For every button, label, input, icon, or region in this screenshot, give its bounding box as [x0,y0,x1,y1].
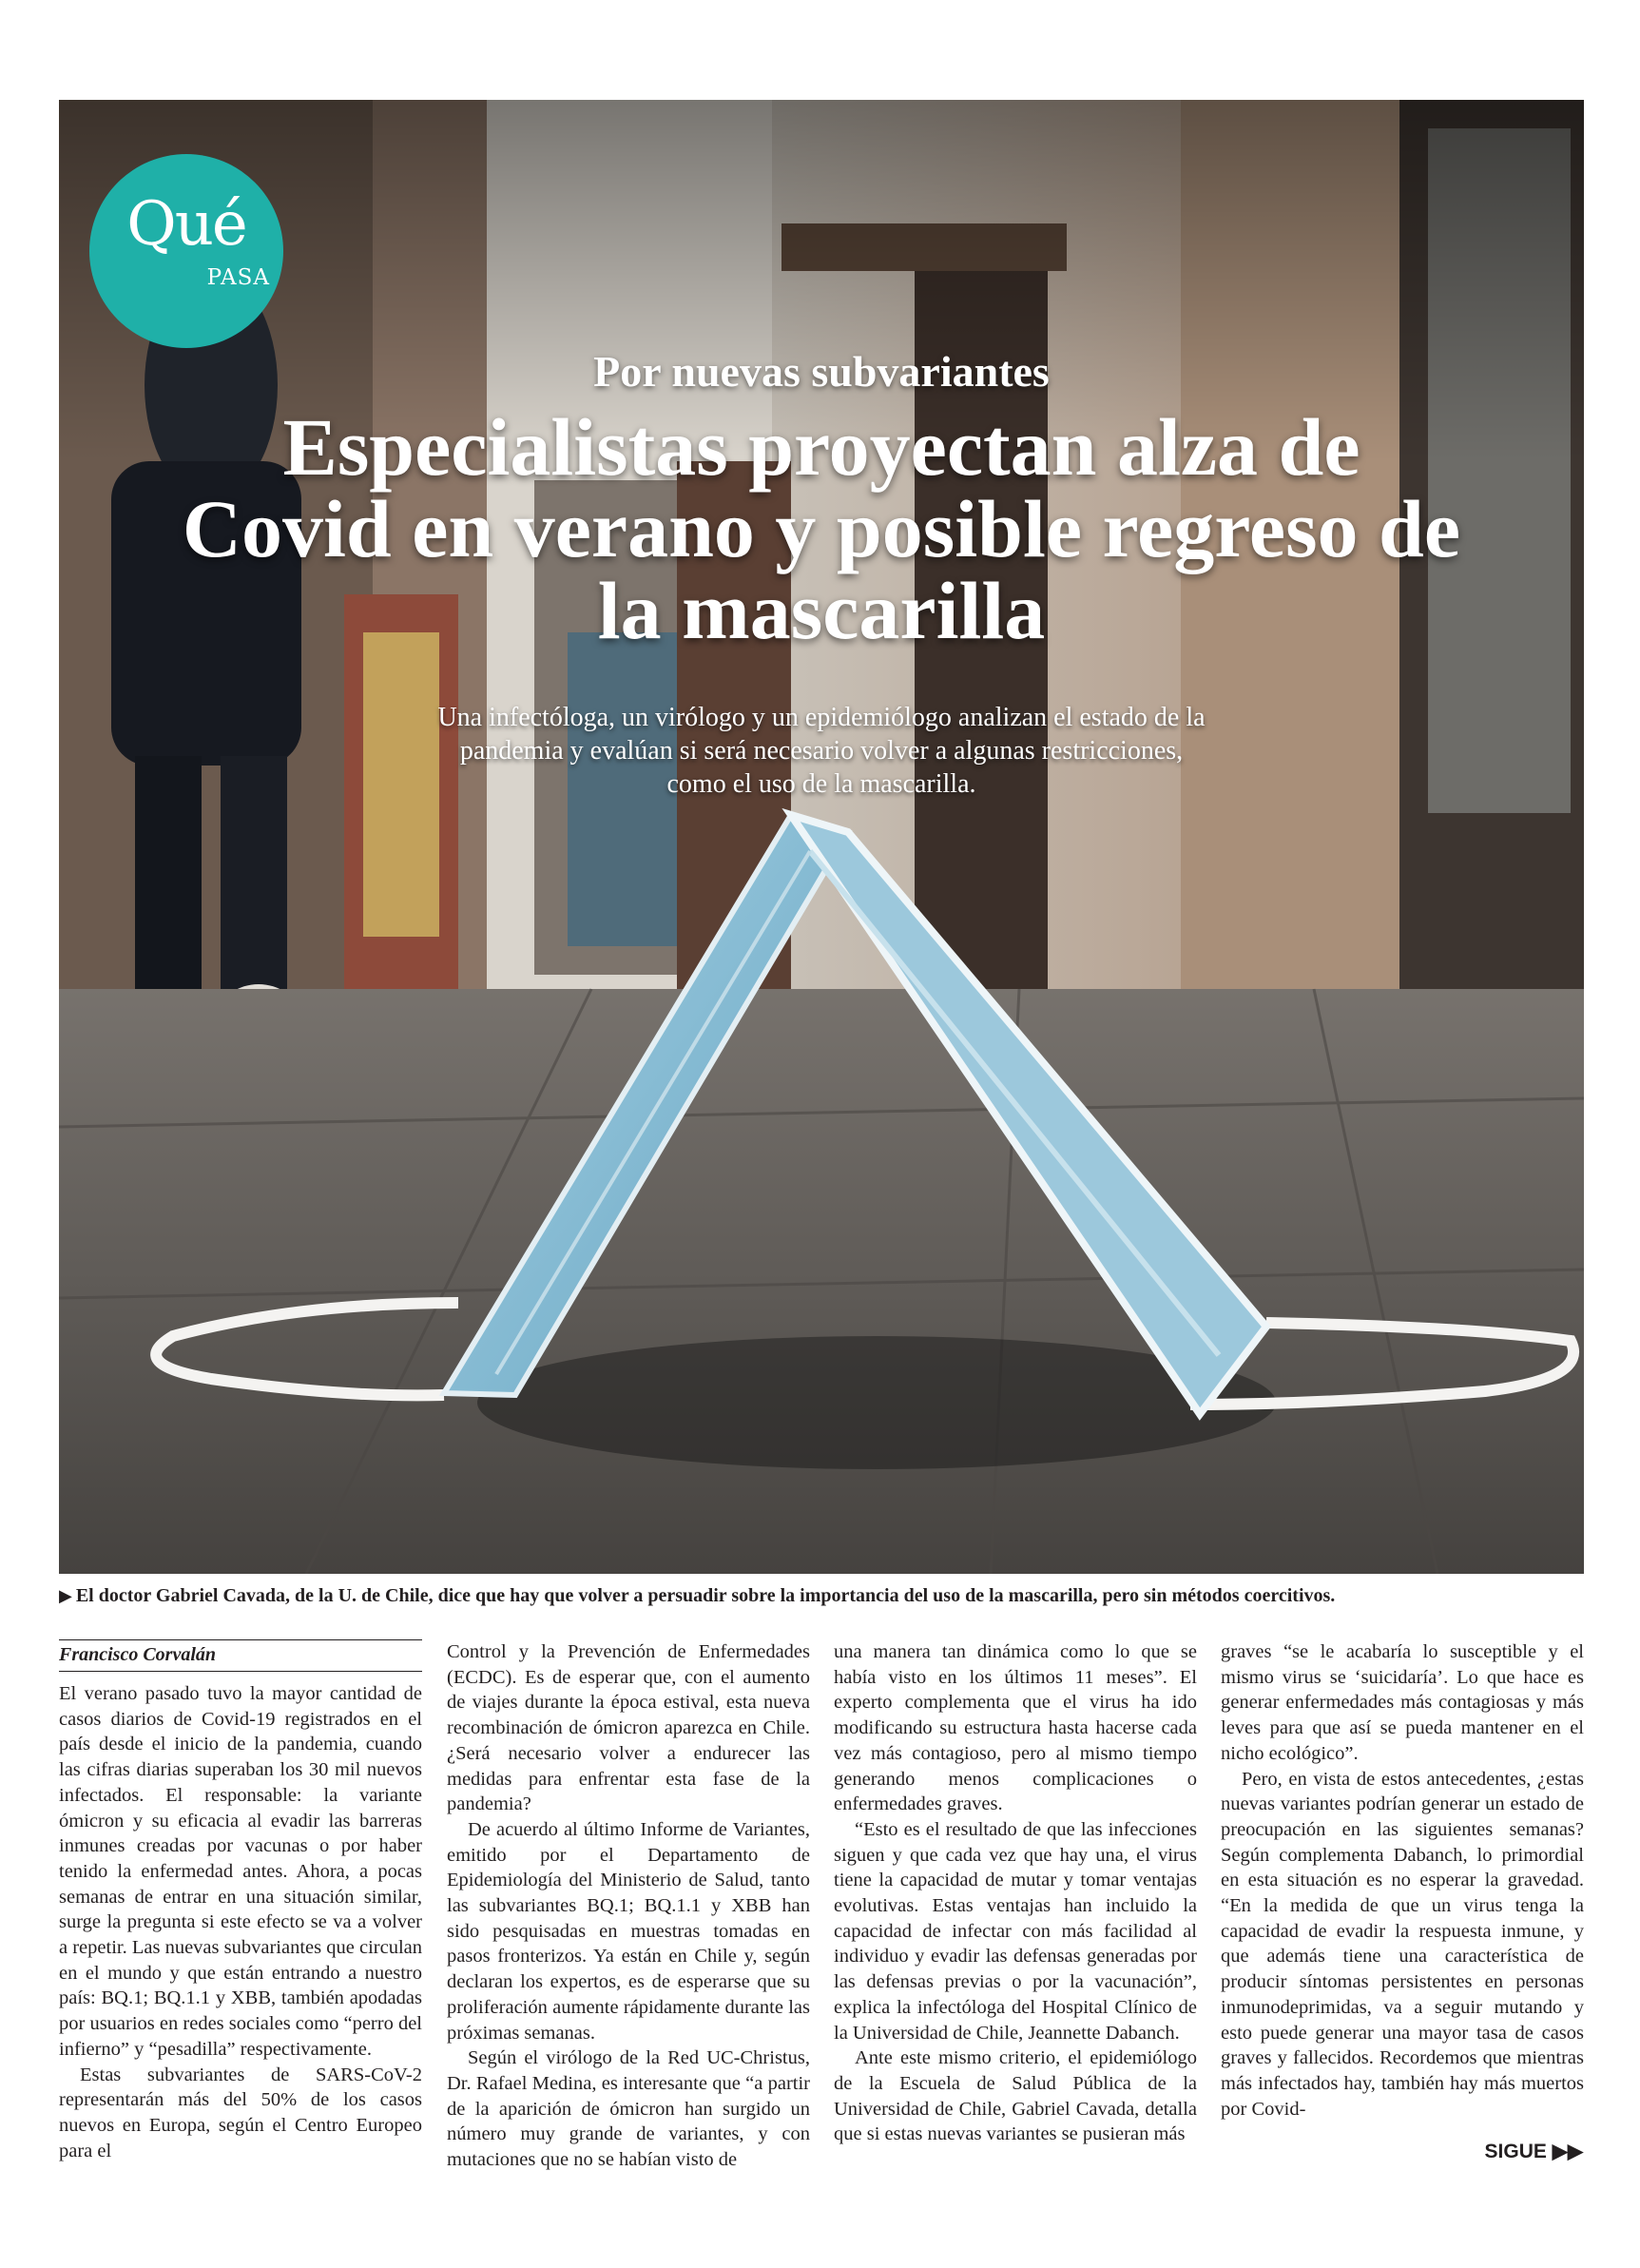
street-mask-photo [59,100,1584,1574]
paragraph: “Esto es el resultado de que las infecciones siguen y que cada vez que hay una, el virus tiene la capacidad de mutar y tomar ventajas evolutivas. Estas ventajas han incluido la capacidad de infectar con más facilidad al individuo y evadir las defensas generadas por las defensas previas o por la vacunación”, explica la infectóloga del Hospital Clínico de la Universidad de Chile, Jeannette Dabanch. [834,1818,1197,2044]
logo-pasa-text: PASA [206,265,270,290]
paragraph: De acuerdo al último Informe de Variantes, emitido por el Departamento de Epidemiología del Ministerio de Salud, tanto las subvariantes BQ.1; BQ.1.1 y XBB han sido pesquisadas en muestras tomadas en pasos fronterizos. Ya están en Chile y, según declaran los expertos, es de esperarse que su proliferación aumente rápidamente durante las próximas semanas. [447,1818,810,2044]
caption-text: El doctor Gabriel Cavada, de la U. de Chile, dice que hay que volver a persuadir sobre la importancia del uso de la mascarilla, pero sin métodos coercitivos. [75,1585,1336,1606]
paragraph: Ante este mismo criterio, el epidemiólogo de la Escuela de Salud Pública de la Universidad de Chile, Gabriel Cavada, detalla que si estas nuevas variantes se pusieran más [834,2047,1197,2145]
paragraph: una manera tan dinámica como lo que se había visto en los últimos 11 meses”. El experto complementa que el virus ha ido modificando su estructura hasta hacerse cada vez más contagioso, pero al mismo tiempo generando menos complicaciones o enfermedades graves. [834,1641,1197,1815]
article-column-4 [1221,1639,1584,2122]
caption-triangle-icon: ▶ [59,1586,72,1606]
paragraph: Según el virólogo de la Red UC-Christus, Dr. Rafael Medina, es interesante que “a partir de la aparición de ómicron han surgido un número muy grande de variantes, y con mutaciones que no se habían visto de [447,2047,810,2171]
article-column-2 [447,1639,810,2173]
que-pasa-logo [89,154,283,348]
logo-que-text: Qué [126,189,246,260]
hero-photo [59,100,1584,1574]
byline: Francisco Corvalán [59,1639,422,1672]
article-column-1 [59,1639,422,2163]
article-column-3 [834,1639,1197,2147]
paragraph: graves “se le acabaría lo susceptible y el mismo virus se ‘suicidaría’. Lo que hace es generar enfermedades más contagiosas y más leves para que así se pueda mantener en el nicho ecológico”. [1221,1641,1584,1764]
paragraph: Estas subvariantes de SARS-CoV-2 representarán más del 50% de los casos nuevos en Europa, según el Centro Europeo para el [59,2064,422,2161]
paragraph: Control y la Prevención de Enfermedades (ECDC). Es de esperar que, con el aumento de viajes durante la época estival, esta nueva recombinación de ómicron aparezca en Chile. ¿Será necesario volver a endurecer las medidas para enfrentar esta fase de la pandemia? [447,1641,810,1815]
headline: Especialistas proyectan alza de Covid en verano y posible regreso de la mascarilla [182,401,1461,656]
photo-caption [59,1583,1584,1609]
kicker: Por nuevas subvariantes [593,347,1050,396]
paragraph: Pero, en vista de estos antecedentes, ¿estas nuevas variantes podrían generar un estado de preocupación en las siguientes semanas? Según complementa Dabanch, lo primordial en esta situación es no esperar la gravedad. “En la medida de que un virus tenga la capacidad de evadir la respuesta inmune, y que además tiene una característica de producir síntomas persistentes en personas inmunodeprimidas, va a seguir mutando y esto puede generar una mayor tasa de casos graves y fallecidos. Recordemos que mientras más infectados hay, también hay más muertos por Covid- [1221,1768,1584,2120]
lede: Una infectóloga, un virólogo y un epidemiólogo analizan el estado de la pandemia y evalúan si será necesario volver a algunas restricciones, como el uso de la mascarilla. [437,703,1206,799]
continue-marker[interactable]: SIGUE ▶▶ [1484,2141,1583,2162]
paragraph: El verano pasado tuvo la mayor cantidad de casos diarios de Covid-19 registrados en el país desde el inicio de la pandemia, cuando las cifras diarias superaban los 30 mil nuevos infectados. El responsable: la variante ómicron y su eficacia al evadir las barreras inmunes creadas por vacunas o por haber tenido la enfermedad antes. Ahora, a pocas semanas de entrar en una situación similar, surge la pregunta si este efecto se va a volver a repetir. Las nuevas subvariantes que circulan en el mundo y que están entrando a nuestro país: BQ.1; BQ.1.1 y XBB, también apodadas por usuarios en redes sociales como “perro del infierno” y “pesadilla” respectivamente. [59,1683,422,2060]
